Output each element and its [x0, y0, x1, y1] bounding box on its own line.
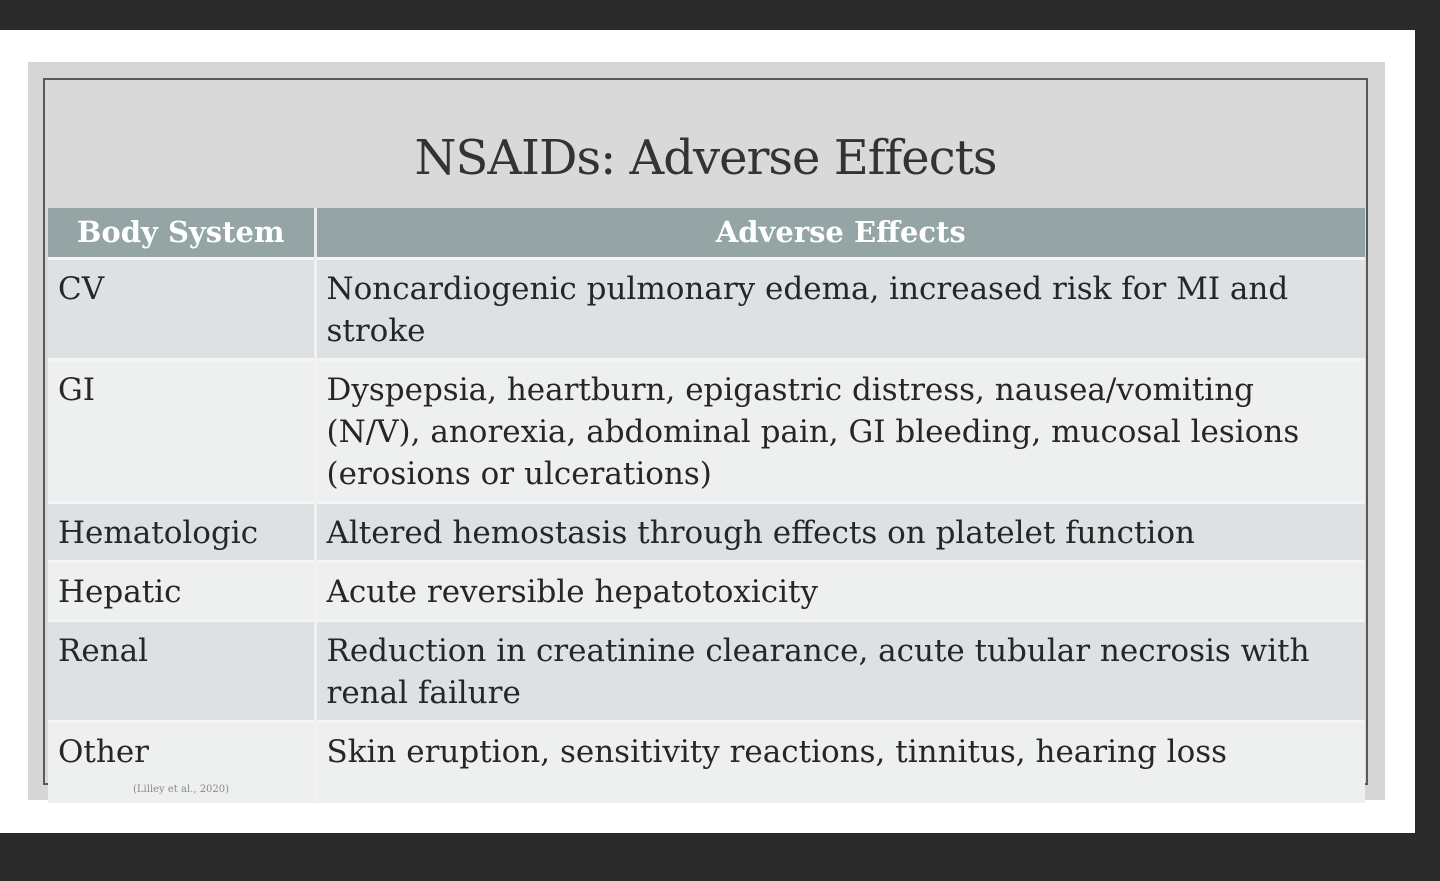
- table-header-row: [48, 208, 1365, 258]
- header-adverse-effects: Adverse Effects: [315, 208, 1365, 258]
- body-system-cell: Hepatic: [48, 561, 315, 620]
- citation: (Lilley et al., 2020): [133, 783, 230, 795]
- slide-title: NSAIDs: Adverse Effects: [414, 130, 997, 186]
- adverse-effects-cell: Reduction in creatinine clearance, acute tubular necrosis with renal failure: [315, 620, 1365, 721]
- adverse-effects-cell: Altered hemostasis through effects on platelet function: [315, 502, 1365, 561]
- body-system-cell: CV: [48, 258, 315, 359]
- adverse-effects-cell: Noncardiogenic pulmonary edema, increased risk for MI and stroke: [315, 258, 1365, 359]
- body-system-cell: [48, 721, 315, 803]
- body-system-cell: GI: [48, 359, 315, 502]
- slide: [43, 78, 1368, 795]
- adverse-effects-table: [48, 208, 1365, 803]
- table-row: [48, 721, 1365, 803]
- adverse-effects-cell: Skin eruption, sensitivity reactions, tinnitus, hearing loss: [315, 721, 1365, 803]
- body-system-label: Other: [58, 733, 150, 770]
- table-row: [48, 502, 1365, 561]
- header-body-system: Body System: [48, 208, 315, 258]
- table-row: [48, 258, 1365, 359]
- table-row: [48, 359, 1365, 502]
- body-system-cell: Hematologic: [48, 502, 315, 561]
- adverse-effects-cell: Dyspepsia, heartburn, epigastric distress, nausea/vomiting (N/V), anorexia, abdominal pain, GI bleeding, mucosal lesions (erosions or ulcerations): [315, 359, 1365, 502]
- table-row: [48, 620, 1365, 721]
- table-row: [48, 561, 1365, 620]
- adverse-effects-cell: Acute reversible hepatotoxicity: [315, 561, 1365, 620]
- body-system-cell: Renal: [48, 620, 315, 721]
